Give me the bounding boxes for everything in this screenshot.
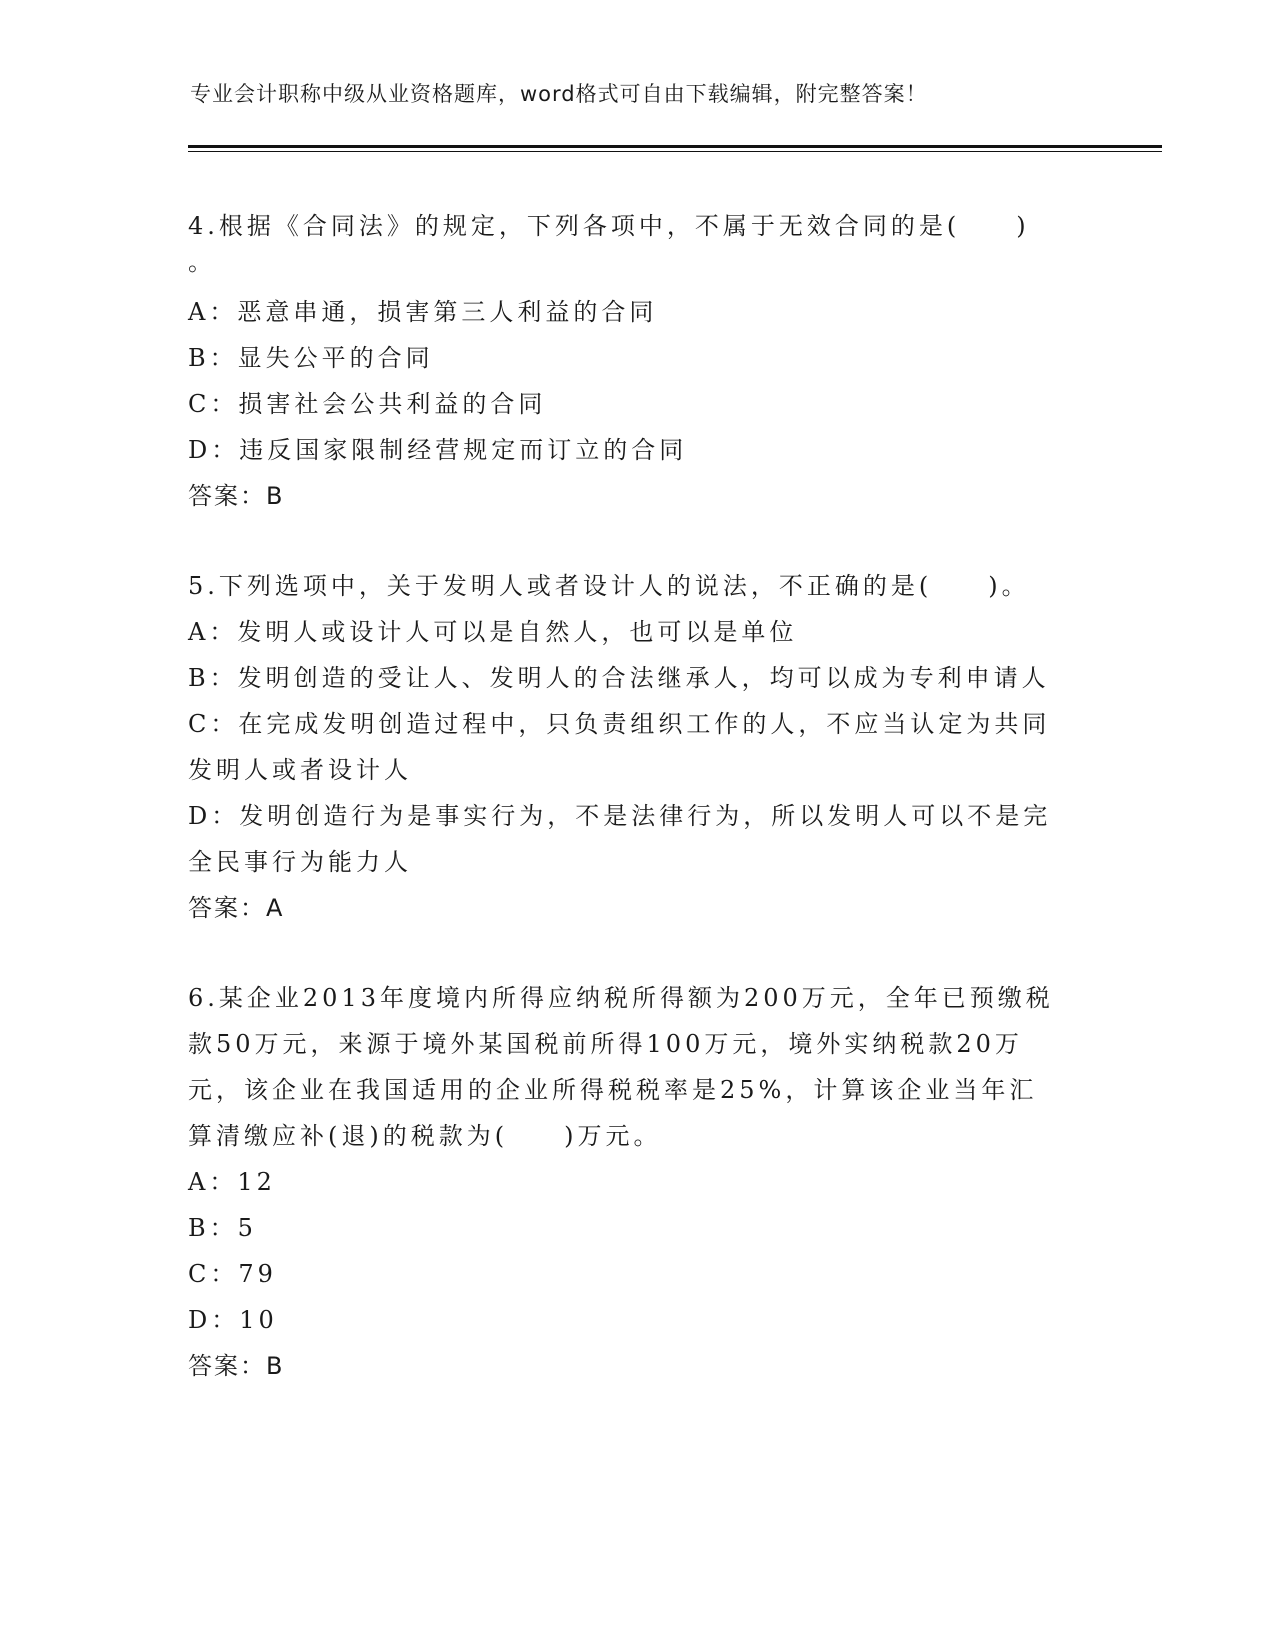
page-header: 专业会计职称中级从业资格题库，word格式可自由下载编辑，附完整答案！ <box>190 82 928 106</box>
option-a: A：恶意串通，损害第三人利益的合同 <box>188 298 658 326</box>
question-stem: 算清缴应补(退)的税款为( )万元。 <box>188 1122 662 1150</box>
answer-label: 答案：B <box>188 1352 285 1380</box>
answer-label: 答案：B <box>188 482 285 510</box>
question-stem: 4.根据《合同法》的规定，下列各项中，不属于无效合同的是( ) <box>188 212 1030 240</box>
option-b: B：显失公平的合同 <box>188 344 434 372</box>
question-gap <box>188 519 1088 563</box>
question-stem: 。 <box>188 248 216 276</box>
question-6 <box>188 975 1088 1389</box>
question-gap <box>188 931 1088 975</box>
option-d: D：10 <box>188 1306 278 1334</box>
question-stem: 元，该企业在我国适用的企业所得税税率是25%，计算该企业当年汇 <box>188 1076 1038 1104</box>
option-d: D：发明创造行为是事实行为，不是法律行为，所以发明人可以不是完 <box>188 802 1052 830</box>
question-stem: 款50万元，来源于境外某国税前所得100万元，境外实纳税款20万 <box>188 1030 1023 1058</box>
option-d: D：违反国家限制经营规定而订立的合同 <box>188 436 688 464</box>
question-list <box>188 203 1088 1389</box>
option-c: C：在完成发明创造过程中，只负责组织工作的人，不应当认定为共同 <box>188 710 1051 738</box>
header-rule-thick <box>188 145 1162 148</box>
question-stem: 5.下列选项中，关于发明人或者设计人的说法，不正确的是( )。 <box>188 572 1030 600</box>
option-c: C：79 <box>188 1260 277 1288</box>
option-b: B：发明创造的受让人、发明人的合法继承人，均可以成为专利申请人 <box>188 664 1050 692</box>
option-c: C：损害社会公共利益的合同 <box>188 390 547 418</box>
header-rule-thin <box>188 151 1162 152</box>
question-4 <box>188 203 1088 519</box>
option-a: A：发明人或设计人可以是自然人，也可以是单位 <box>188 618 798 646</box>
question-5 <box>188 563 1088 931</box>
question-stem: 6.某企业2013年度境内所得应纳税所得额为200万元，全年已预缴税 <box>188 984 1054 1012</box>
answer-label: 答案：A <box>188 894 285 922</box>
option-a: A：12 <box>188 1168 276 1196</box>
option-c-continued: 发明人或者设计人 <box>188 756 412 784</box>
option-d-continued: 全民事行为能力人 <box>188 848 412 876</box>
option-b: B：5 <box>188 1214 257 1242</box>
